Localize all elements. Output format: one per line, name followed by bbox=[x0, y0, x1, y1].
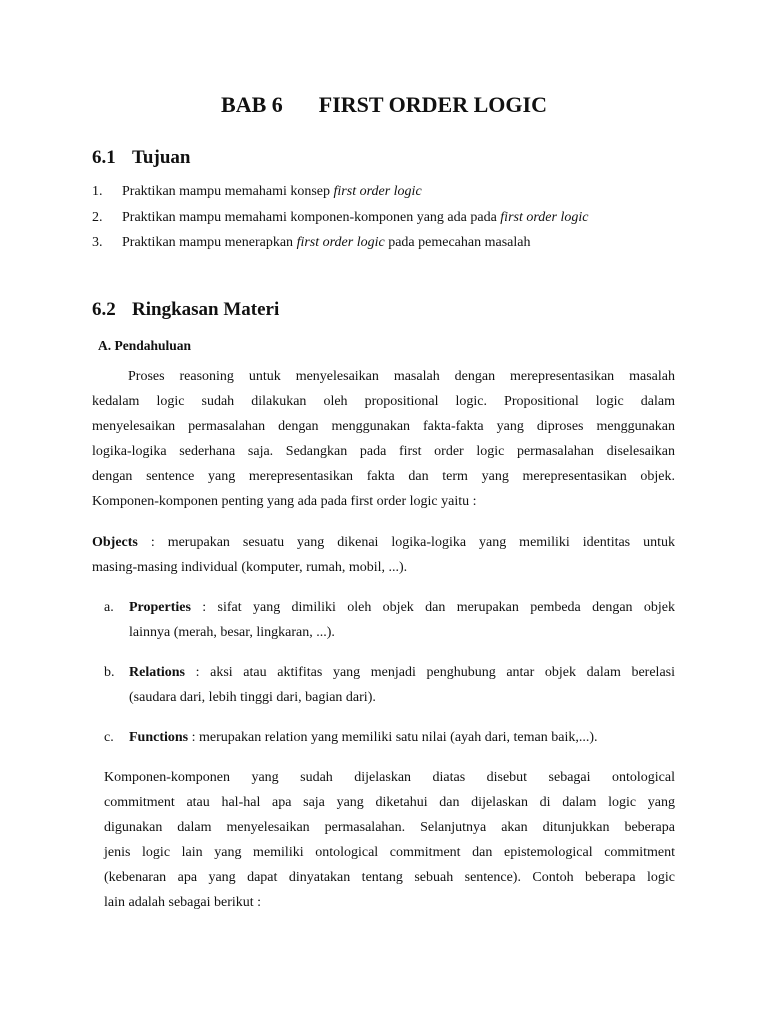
goal-emphasis: first order logic bbox=[296, 235, 385, 250]
section-number: 6.1 bbox=[92, 147, 116, 168]
paragraph-line: digunakan dalam menyelesaikan permasalahan. Selanjutnya akan ditunjukkan beberapa bbox=[104, 820, 675, 835]
line-text: Proses reasoning untuk menyelesaikan masalah dengan merepresentasikan masalah bbox=[128, 369, 675, 384]
section-number: 6.2 bbox=[92, 299, 116, 320]
subsection-heading: A. Pendahuluan bbox=[98, 338, 192, 353]
paragraph-line: logika-logika sederhana saja. Sedangkan pada first order logic permasalahan diselesaikan bbox=[92, 444, 675, 459]
goal-text: Praktikan mampu memahami konsep bbox=[122, 184, 334, 199]
term-label: Functions bbox=[129, 730, 189, 745]
item-text bbox=[129, 595, 675, 645]
paragraph-line: masing-masing individual (komputer, rumah, mobil, ...). bbox=[92, 560, 408, 575]
component-item-functions bbox=[104, 725, 675, 750]
paragraph-line: (kebenaran apa yang dapat dinyatakan tentang sebuah sentence). Contoh beberapa logic bbox=[104, 870, 675, 885]
goal-text: Praktikan mampu memahami komponen-komponen yang ada pada bbox=[122, 210, 501, 225]
goal-item bbox=[92, 210, 588, 226]
section-heading-ringkasan bbox=[92, 299, 279, 321]
term-label: Properties bbox=[129, 600, 191, 615]
chapter-title bbox=[0, 92, 768, 118]
term-label: Relations bbox=[129, 665, 185, 680]
goal-emphasis: first order logic bbox=[333, 184, 422, 199]
paragraph-line bbox=[92, 530, 675, 555]
paragraph-line: jenis logic lain yang memiliki ontological commitment dan epistemological commitment bbox=[104, 845, 675, 860]
goal-text: Praktikan mampu menerapkan bbox=[122, 235, 297, 250]
section-title: Ringkasan Materi bbox=[132, 299, 280, 320]
paragraph-line: Komponen-komponen yang sudah dijelaskan diatas disebut sebagai ontological bbox=[104, 770, 675, 785]
line-text: : sifat yang dimiliki oleh objek dan merupakan pembeda dengan objek bbox=[190, 600, 675, 615]
paragraph-line: lainnya (merah, besar, lingkaran, ...). bbox=[129, 625, 335, 640]
component-item-properties bbox=[104, 595, 675, 645]
list-marker: c. bbox=[104, 730, 114, 745]
goal-number: 3. bbox=[92, 235, 103, 250]
goal-text: pada pemecahan masalah bbox=[384, 235, 531, 250]
goal-number: 2. bbox=[92, 210, 103, 225]
paragraph-line: menyelesaikan permasalahan dengan menggunakan fakta-fakta yang diproses menggunakan bbox=[92, 419, 675, 434]
component-item-relations bbox=[104, 660, 675, 710]
goal-emphasis: first order logic bbox=[500, 210, 589, 225]
list-marker: b. bbox=[104, 665, 115, 680]
goal-number: 1. bbox=[92, 184, 103, 199]
paragraph-line: commitment atau hal-hal apa saja yang diketahui dan dijelaskan di dalam logic yang bbox=[104, 795, 675, 810]
paragraph-line: (saudara dari, lebih tinggi dari, bagian dari). bbox=[129, 690, 376, 705]
chapter-label: BAB 6 bbox=[221, 92, 283, 117]
paragraph-line: Komponen-komponen penting yang ada pada first order logic yaitu : bbox=[92, 494, 477, 509]
goal-item bbox=[92, 184, 422, 200]
paragraph-line bbox=[129, 660, 675, 685]
intro-paragraph bbox=[92, 364, 675, 514]
section-heading-tujuan bbox=[92, 147, 190, 169]
paragraph-line bbox=[129, 725, 675, 750]
line-text: : aksi atau aktifitas yang menjadi penghubung antar objek dalam berelasi bbox=[185, 665, 675, 680]
paragraph-line: lain adalah sebagai berikut : bbox=[104, 895, 262, 910]
goal-item bbox=[92, 235, 530, 251]
line-text: : merupakan sesuatu yang dikenai logika-logika yang memiliki identitas untuk bbox=[137, 535, 675, 550]
line-text: : merupakan relation yang memiliki satu nilai (ayah dari, teman baik,...). bbox=[188, 730, 598, 745]
paragraph-line bbox=[92, 364, 675, 389]
term-label: Objects bbox=[92, 535, 138, 550]
paragraph-line: dengan sentence yang merepresentasikan fakta dan term yang merepresentasikan objek. bbox=[92, 469, 675, 484]
item-text bbox=[129, 660, 675, 710]
paragraph-line: kedalam logic sudah dilakukan oleh propositional logic. Propositional logic dalam bbox=[92, 394, 675, 409]
list-marker: a. bbox=[104, 600, 114, 615]
item-text bbox=[129, 725, 675, 750]
objects-paragraph bbox=[92, 530, 675, 580]
chapter-name: FIRST ORDER LOGIC bbox=[318, 92, 547, 117]
section-title: Tujuan bbox=[132, 147, 191, 168]
paragraph-line bbox=[129, 595, 675, 620]
closing-paragraph bbox=[104, 765, 675, 915]
